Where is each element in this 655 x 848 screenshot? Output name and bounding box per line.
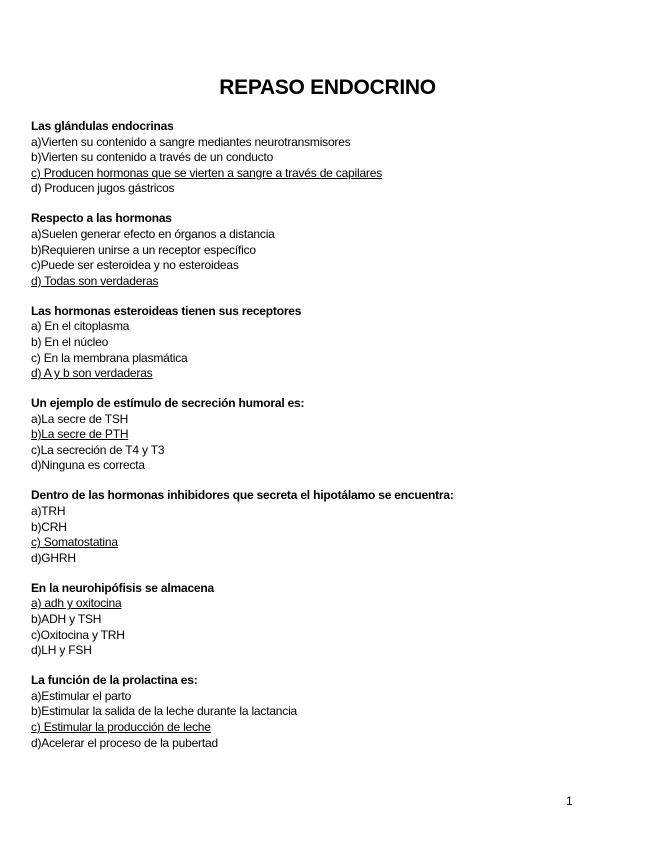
correct-answer-option: c) Somatostatina [31, 535, 118, 550]
question-text: Un ejemplo de estímulo de secreción humoral es: [31, 396, 305, 411]
question-text: Las hormonas esteroideas tienen sus receptores [31, 303, 302, 318]
question-block [31, 119, 631, 197]
answer-option: b)CRH [31, 519, 67, 534]
question-text: Las glándulas endocrinas [31, 119, 174, 133]
answer-option: a)Suelen generar efecto en órganos a distancia [31, 226, 275, 241]
correct-answer-option: c) Estimular la producción de leche [31, 719, 211, 734]
answer-option: b)ADH y TSH [31, 611, 102, 626]
answer-option: a)Vierten su contenido a sangre mediantes neurotransmisores [31, 134, 351, 149]
question-block [31, 581, 631, 659]
page-title: REPASO ENDOCRINO [219, 76, 436, 99]
correct-answer-option: a) adh y oxitocina [31, 596, 122, 611]
answer-option: d) Producen jugos gástricos [31, 181, 175, 196]
correct-answer-option: d) Todas son verdaderas [31, 273, 159, 288]
page-number: 1 [566, 794, 573, 808]
question-text: La función de la prolactina es: [31, 673, 198, 688]
answer-option: b)Vierten su contenido a través de un conducto [31, 150, 274, 165]
answer-option: c) En la membrana plasmática [31, 350, 188, 365]
answer-option: d)Acelerar el proceso de la pubertad [31, 735, 218, 750]
answer-option: c)Oxitocina y TRH [31, 627, 125, 642]
answer-option: d)GHRH [31, 550, 76, 565]
answer-option: c)Puede ser esteroidea y no esteroideas [31, 258, 239, 273]
question-text: En la neurohipófisis se almacena [31, 580, 214, 595]
answer-option: d)Ninguna es correcta [31, 458, 145, 473]
question-block [31, 396, 631, 474]
answer-option: a)La secre de TSH [31, 411, 129, 426]
answer-option: a)Estimular el parto [31, 688, 132, 703]
answer-option: b) En el núcleo [31, 334, 109, 349]
correct-answer-option: b)La secre de PTH [31, 427, 129, 442]
question-block [31, 488, 631, 566]
answer-option: c)La secreción de T4 y T3 [31, 442, 165, 457]
question-block [31, 673, 631, 751]
question-text: Dentro de las hormonas inhibidores que secreta el hipotálamo se encuentra: [31, 488, 454, 503]
answer-option: a) En el citoplasma [31, 319, 130, 334]
correct-answer-option: d) A y b son verdaderas [31, 366, 153, 381]
correct-answer-option: c) Producen hormonas que se vierten a sangre a través de capilares [31, 165, 383, 180]
answer-option: a)TRH [31, 504, 66, 519]
answer-option: b)Estimular la salida de la leche durante la lactancia [31, 704, 298, 719]
question-list [31, 119, 631, 766]
answer-option: b)Requieren unirse a un receptor específico [31, 242, 256, 257]
question-text: Respecto a las hormonas [31, 211, 172, 226]
question-block [31, 211, 631, 289]
question-block [31, 304, 631, 382]
answer-option: d)LH y FSH [31, 643, 92, 658]
